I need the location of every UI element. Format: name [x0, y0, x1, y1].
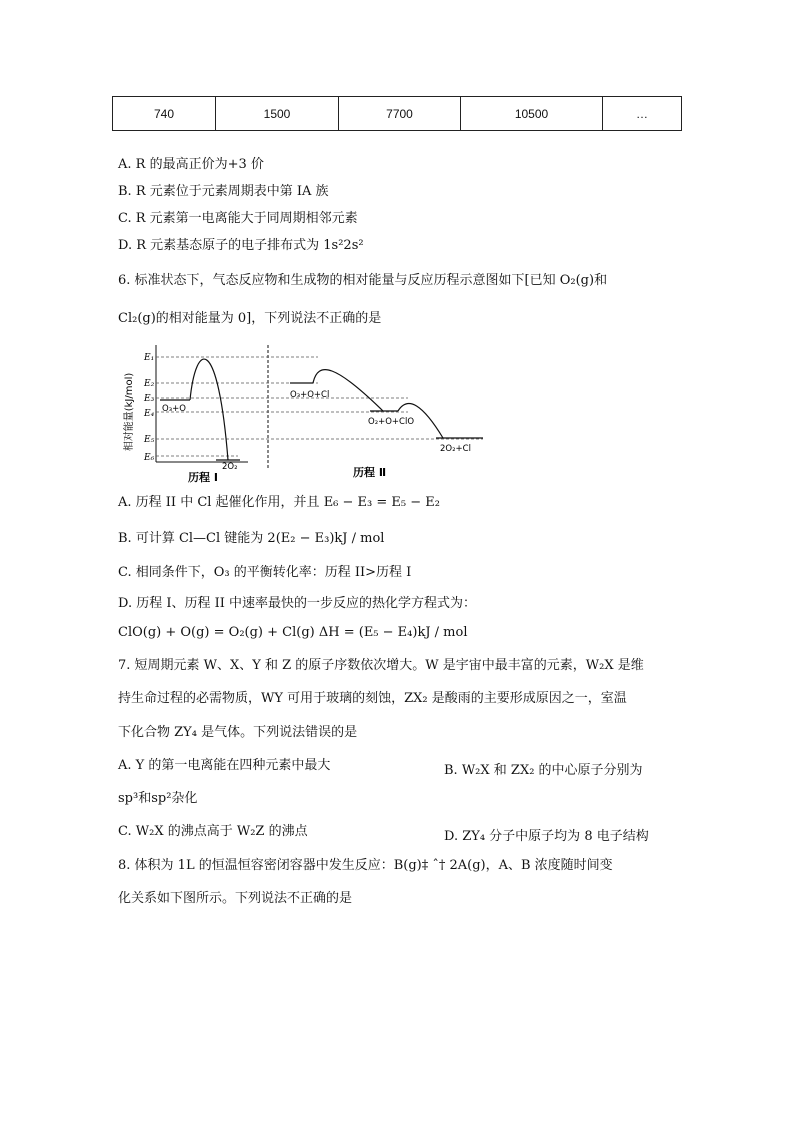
q6-option-c: C. 相同条件下，O₃ 的平衡转化率：历程 II>历程 I: [118, 565, 412, 580]
q6-stem-line1: 6. 标准状态下，气态反应物和生成物的相对能量与反应历程示意图如下[已知 O₂(g)和: [118, 273, 608, 288]
q6-option-a: A. 历程 II 中 Cl 起催化作用，并且 E₆ − E₃ = E₅ − E₂: [118, 495, 440, 510]
species-2o2cl: 2O₂+Cl: [440, 444, 471, 454]
level-e3: E₃: [144, 394, 155, 404]
species-o2oclo: O₂+O+ClO: [368, 417, 415, 427]
label-process2: 历程 Ⅱ: [353, 466, 387, 479]
q6-option-d-equation: ClO(g) + O(g) = O₂(g) + Cl(g) ΔH = (E₅ − E₄)kJ / mol: [118, 625, 468, 640]
q7-option-b: B. W₂X 和 ZX₂ 的中心原子分别为: [444, 763, 643, 778]
level-e6: E₆: [144, 453, 155, 463]
table-cell: 1500: [216, 97, 339, 131]
q7-stem-line1: 7. 短周期元素 W、X、Y 和 Z 的原子序数依次增大。W 是宇宙中最丰富的元素，W₂X 是维: [118, 658, 644, 673]
q8-stem-line1: 8. 体积为 1L 的恒温恒容密闭容器中发生反应：B(g)‡ ˆ† 2A(g)，A、B 浓度随时间变: [118, 858, 613, 873]
q7-option-a: A. Y 的第一电离能在四种元素中最大: [118, 758, 331, 773]
q6-option-b: B. 可计算 Cl—Cl 键能为 2(E₂ − E₃)kJ / mol: [118, 531, 385, 546]
q7-stem-line3: 下化合物 ZY₄ 是气体。下列说法错误的是: [118, 725, 358, 740]
q7-option-d: D. ZY₄ 分子中原子均为 8 电子结构: [444, 829, 649, 844]
energy-profile-diagram: [118, 340, 488, 485]
curve-process1: [190, 359, 228, 460]
label-process1: 历程 Ⅰ: [188, 471, 218, 484]
q8-stem-line2: 化关系如下图所示。下列说法不正确的是: [118, 891, 353, 906]
q5-option-b: B. R 元素位于元素周期表中第 IA 族: [118, 184, 329, 199]
species-2o2: 2O₂: [222, 462, 238, 472]
ionization-energy-table: [112, 96, 682, 131]
q5-option-d: D. R 元素基态原子的电子排布式为 1s²2s²: [118, 238, 364, 253]
table-cell: 10500: [461, 97, 603, 131]
table-cell: 7700: [339, 97, 461, 131]
table-cell: …: [603, 97, 682, 131]
q5-option-c: C. R 元素第一电离能大于同周期相邻元素: [118, 211, 358, 226]
y-axis-label: 相对能量(kJ/mol): [124, 372, 135, 452]
q6-stem-line2: Cl₂(g)的相对能量为 0]，下列说法不正确的是: [118, 311, 382, 326]
level-e5: E₅: [144, 435, 155, 445]
q5-option-a: A. R 的最高正价为+3 价: [118, 157, 264, 172]
level-e4: E₄: [144, 409, 155, 419]
q7-stem-line2: 持生命过程的必需物质，WY 可用于玻璃的刻蚀，ZX₂ 是酸雨的主要形成原因之一，室温: [118, 691, 627, 706]
species-o3ocl: O₃+O+Cl: [290, 390, 330, 400]
level-e2: E₂: [144, 379, 155, 389]
table-row: [113, 97, 682, 131]
q6-option-d: D. 历程 I、历程 II 中速率最快的一步反应的热化学方程式为：: [118, 596, 477, 611]
level-e1: E₁: [144, 353, 155, 363]
table-cell: 740: [113, 97, 216, 131]
q7-option-b-cont: sp³和sp²杂化: [118, 791, 198, 806]
species-o3o: O₃+O: [162, 404, 186, 414]
q7-option-c: C. W₂X 的沸点高于 W₂Z 的沸点: [118, 824, 308, 839]
